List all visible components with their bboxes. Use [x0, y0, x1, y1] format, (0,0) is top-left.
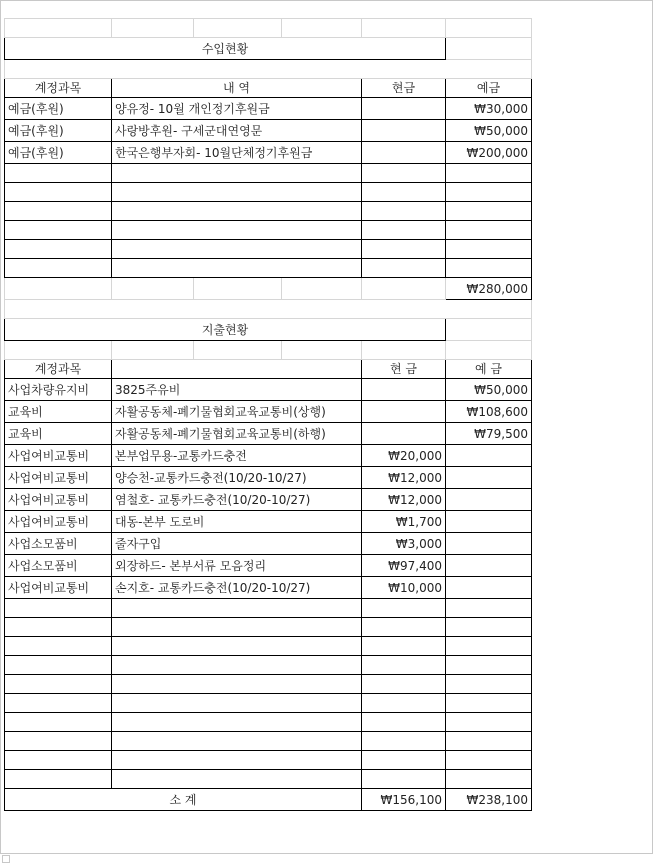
- expense-subtotal-row: [5, 789, 532, 811]
- blank-row: [5, 60, 532, 79]
- expense-subtotal-cash: ₩156,100: [362, 789, 446, 811]
- blank-row: [5, 19, 532, 38]
- income-account-cell: 예금(후원): [5, 98, 112, 120]
- expense-row: [5, 423, 532, 445]
- expense-row: [5, 489, 532, 511]
- expense-account-cell: 교육비: [5, 401, 112, 423]
- income-title-row: [5, 38, 532, 60]
- income-deposit-cell: ₩200,000: [446, 142, 532, 164]
- expense-detail-cell: 자활공동체-폐기물협회교육교통비(상행): [112, 401, 362, 423]
- expense-header-row: [5, 360, 532, 379]
- expense-detail-cell: 본부업무용-교통카드충전: [112, 445, 362, 467]
- income-deposit-cell: ₩50,000: [446, 120, 532, 142]
- expense-detail-cell: 줄자구입: [112, 533, 362, 555]
- income-deposit-cell: ₩30,000: [446, 98, 532, 120]
- expense-deposit-cell: [446, 445, 532, 467]
- expense-header-cash: 현 금: [362, 360, 446, 379]
- expense-header-detail: [112, 360, 362, 379]
- income-header-detail: 내 역: [112, 79, 362, 98]
- income-row: [5, 142, 532, 164]
- income-detail-cell: 양유정- 10월 개인정기후원금: [112, 98, 362, 120]
- expense-row: [5, 511, 532, 533]
- income-cash-cell: [362, 120, 446, 142]
- expense-account-cell: 사업여비교통비: [5, 489, 112, 511]
- expense-account-cell: 사업여비교통비: [5, 467, 112, 489]
- blank-row: [5, 341, 532, 360]
- income-row: [5, 98, 532, 120]
- expense-empty-row: [5, 713, 532, 732]
- expense-deposit-cell: [446, 467, 532, 489]
- expense-row: [5, 555, 532, 577]
- income-row: [5, 120, 532, 142]
- expense-detail-cell: 양승천-교통카드충전(10/20-10/27): [112, 467, 362, 489]
- expense-cash-cell: ₩12,000: [362, 467, 446, 489]
- expense-empty-row: [5, 618, 532, 637]
- income-cash-cell: [362, 98, 446, 120]
- income-account-cell: 예금(후원): [5, 142, 112, 164]
- expense-row: [5, 533, 532, 555]
- expense-account-cell: 사업여비교통비: [5, 577, 112, 599]
- expense-account-cell: 사업여비교통비: [5, 445, 112, 467]
- expense-account-cell: 사업소모품비: [5, 555, 112, 577]
- income-detail-cell: 한국은행부자회- 10월단체정기후원금: [112, 142, 362, 164]
- expense-cash-cell: [362, 379, 446, 401]
- expense-account-cell: 사업차량유지비: [5, 379, 112, 401]
- expense-cash-cell: ₩20,000: [362, 445, 446, 467]
- expense-detail-cell: 3825주유비: [112, 379, 362, 401]
- expense-row: [5, 445, 532, 467]
- expense-title-row: [5, 319, 532, 341]
- income-empty-row: [5, 221, 532, 240]
- expense-section-title: 지출현황: [5, 319, 446, 341]
- expense-account-cell: 사업소모품비: [5, 533, 112, 555]
- expense-cash-cell: ₩1,700: [362, 511, 446, 533]
- income-header-row: [5, 79, 532, 98]
- income-header-cash: 현금: [362, 79, 446, 98]
- income-empty-row: [5, 202, 532, 221]
- income-account-cell: 예금(후원): [5, 120, 112, 142]
- expense-deposit-cell: ₩79,500: [446, 423, 532, 445]
- expense-deposit-cell: [446, 555, 532, 577]
- expense-empty-row: [5, 770, 532, 789]
- income-section-title: 수입현황: [5, 38, 446, 60]
- expense-empty-row: [5, 599, 532, 618]
- expense-cash-cell: ₩10,000: [362, 577, 446, 599]
- expense-empty-row: [5, 656, 532, 675]
- income-cash-cell: [362, 142, 446, 164]
- expense-row: [5, 401, 532, 423]
- expense-subtotal-label: 소 계: [5, 789, 362, 811]
- income-empty-row: [5, 164, 532, 183]
- expense-row: [5, 379, 532, 401]
- expense-detail-cell: 외장하드- 본부서류 모음정리: [112, 555, 362, 577]
- expense-subtotal-deposit: ₩238,100: [446, 789, 532, 811]
- income-header-deposit: 예금: [446, 79, 532, 98]
- expense-cash-cell: ₩3,000: [362, 533, 446, 555]
- expense-empty-row: [5, 732, 532, 751]
- expense-detail-cell: 자활공동체-폐기물협회교육교통비(하행): [112, 423, 362, 445]
- income-total-row: [5, 278, 532, 300]
- expense-deposit-cell: ₩50,000: [446, 379, 532, 401]
- expense-detail-cell: 염철호- 교통카드충전(10/20-10/27): [112, 489, 362, 511]
- expense-empty-row: [5, 694, 532, 713]
- income-empty-row: [5, 240, 532, 259]
- expense-empty-row: [5, 637, 532, 656]
- expense-cash-cell: ₩97,400: [362, 555, 446, 577]
- expense-deposit-cell: [446, 533, 532, 555]
- expense-deposit-cell: [446, 511, 532, 533]
- income-empty-row: [5, 183, 532, 202]
- expense-row: [5, 467, 532, 489]
- income-detail-cell: 사랑방후원- 구세군대연영문: [112, 120, 362, 142]
- expense-empty-row: [5, 751, 532, 770]
- expense-deposit-cell: [446, 577, 532, 599]
- income-header-account: 계정과목: [5, 79, 112, 98]
- expense-header-account: 계정과목: [5, 360, 112, 379]
- income-empty-row: [5, 259, 532, 278]
- expense-empty-row: [5, 675, 532, 694]
- expense-cash-cell: [362, 401, 446, 423]
- expense-row: [5, 577, 532, 599]
- expense-cash-cell: ₩12,000: [362, 489, 446, 511]
- income-total-deposit: ₩280,000: [446, 278, 532, 300]
- expense-deposit-cell: ₩108,600: [446, 401, 532, 423]
- expense-account-cell: 사업여비교통비: [5, 511, 112, 533]
- expense-account-cell: 교육비: [5, 423, 112, 445]
- expense-detail-cell: 손지호- 교통카드충전(10/20-10/27): [112, 577, 362, 599]
- expense-cash-cell: [362, 423, 446, 445]
- expense-deposit-cell: [446, 489, 532, 511]
- expense-detail-cell: 대동-본부 도로비: [112, 511, 362, 533]
- expense-header-deposit: 예 금: [446, 360, 532, 379]
- blank-row: [5, 300, 532, 319]
- ledger-table: [4, 18, 532, 811]
